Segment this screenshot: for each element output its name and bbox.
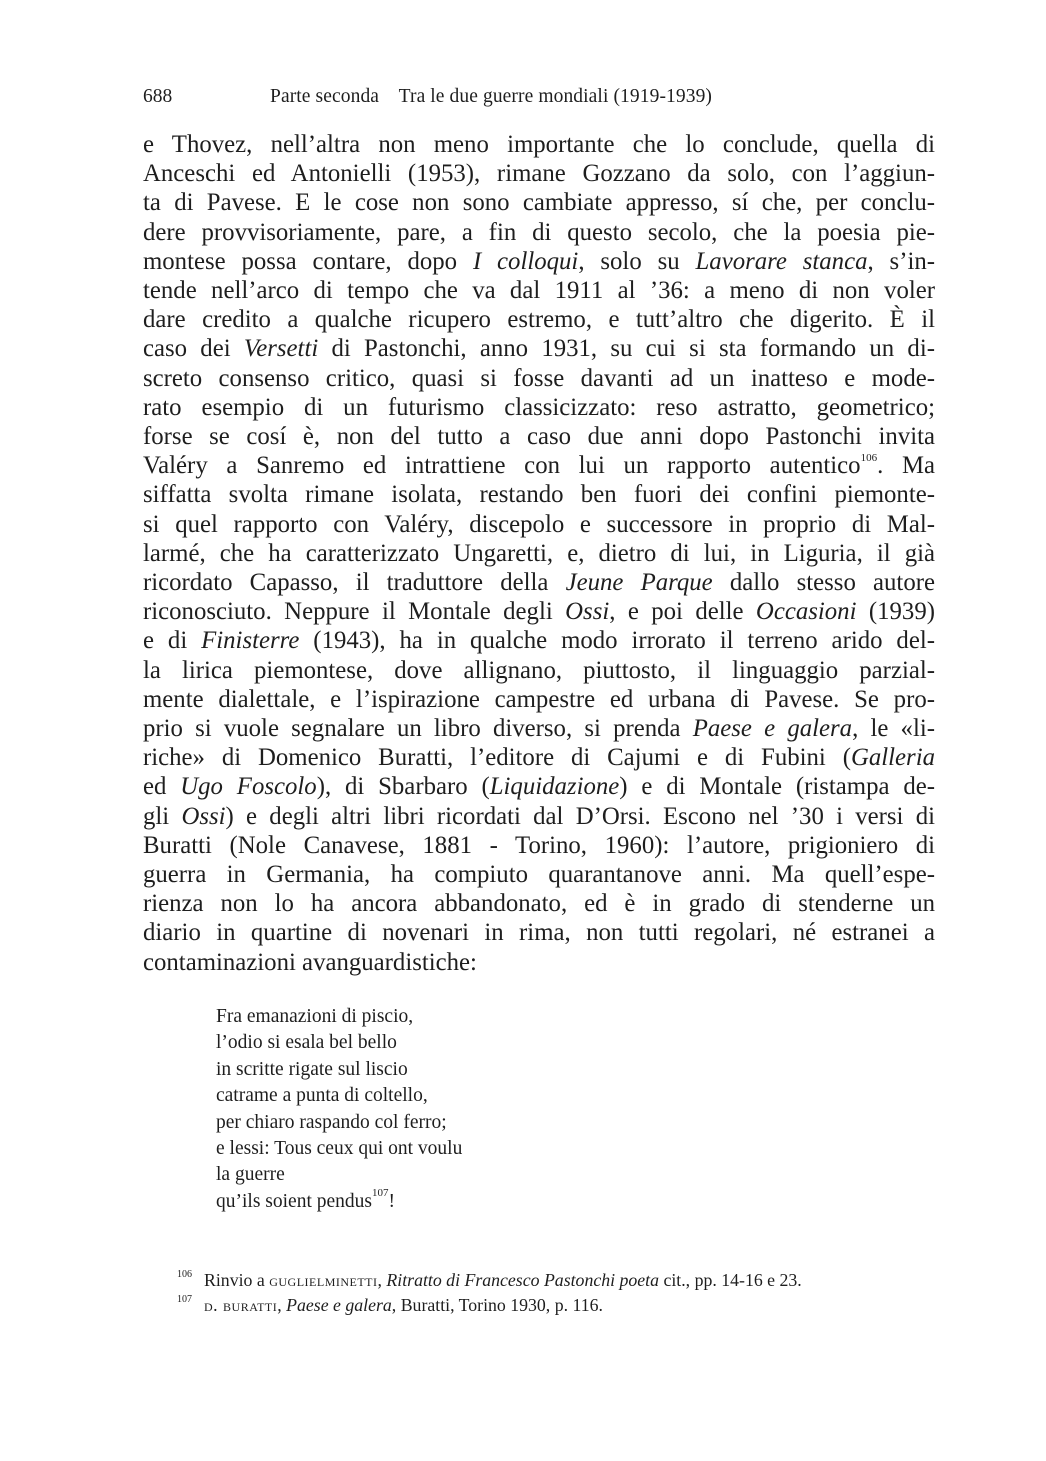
text-run: caso dei xyxy=(143,335,244,363)
text-run: dare credito a qualche ricupero estremo, e tutt’altro che digerito. È il xyxy=(143,306,935,334)
text-run: la lirica piemontese, dove allignano, piuttosto, il linguaggio parzial- xyxy=(143,656,935,684)
body-line xyxy=(143,510,935,539)
text-run: ) e di Montale (ristampa de- xyxy=(619,773,935,801)
text-run: screto consenso critico, quasi si fosse davanti ad un inatteso e mode- xyxy=(143,364,935,392)
running-title: Parte seconda Tra le due guerre mondiali (1919-1939) xyxy=(270,86,713,107)
text-run: dallo stesso autore xyxy=(712,569,935,597)
body-line xyxy=(143,831,935,860)
italic-title: Liquidazione xyxy=(489,773,620,801)
running-header xyxy=(143,84,935,110)
text-run: rato esempio di un futurismo classicizzato: reso astratto, geometrico; xyxy=(143,393,935,421)
body-line xyxy=(143,393,935,422)
text-run: gli xyxy=(143,802,182,830)
body-line xyxy=(143,247,935,276)
verse-line: in scritte rigate sul liscio xyxy=(216,1058,408,1080)
text-run: mente dialettale, e l’ispirazione campestre ed urbana di Pavese. Se pro- xyxy=(143,685,935,713)
italic-title: Ossi xyxy=(181,802,226,830)
body-line xyxy=(143,714,935,743)
footnote-author: guglielminetti xyxy=(269,1270,378,1290)
body-line xyxy=(143,889,935,918)
body-line xyxy=(143,685,935,714)
italic-title: Finisterre xyxy=(201,627,300,655)
verse-line: e lessi: Tous ceux qui ont voulu xyxy=(216,1138,463,1160)
body-line xyxy=(143,305,935,334)
body-line xyxy=(143,539,935,568)
text-run: diario in quartine di novenari in rima, non tutti regolari, né estranei a xyxy=(143,919,935,947)
italic-title: Ugo Foscolo xyxy=(180,773,317,801)
italic-title: Lavorare stanca xyxy=(695,247,868,275)
body-line xyxy=(143,918,935,947)
body-line xyxy=(143,422,935,451)
verse-line: la guerre xyxy=(216,1164,285,1186)
italic-title: Paese e galera xyxy=(692,715,853,743)
text-run: si quel rapporto con Valéry, discepolo e successore in proprio di Mal- xyxy=(143,510,935,538)
footnote-106 xyxy=(177,1268,802,1293)
verse-quotation xyxy=(216,1004,462,1215)
body-line xyxy=(143,802,935,831)
text-run: Anceschi ed Antonielli (1953), rimane Gozzano da solo, con l’aggiun- xyxy=(143,160,935,188)
footnote-title: Paese e galera xyxy=(286,1295,392,1315)
text-run: , solo su xyxy=(578,247,696,275)
text-run: contaminazioni avanguardistiche: xyxy=(143,948,477,976)
text-run: larmé, che ha caratterizzato Ungaretti, e, dietro di lui, in Liguria, il già xyxy=(143,539,935,567)
text-run: ricordato Capasso, il traduttore della xyxy=(143,569,566,597)
verse-text: qu’ils soient pendus xyxy=(216,1190,372,1212)
body-line xyxy=(143,480,935,509)
footnote-mark: 106 xyxy=(177,1269,192,1281)
body-text xyxy=(143,130,935,977)
italic-title: I colloqui xyxy=(472,247,579,275)
italic-title: Occasioni xyxy=(755,598,857,626)
text-run: rienza non lo ha ancora abbandonato, ed è in grado di stenderne un xyxy=(143,890,935,918)
text-run: forse se cosí è, non del tutto a caso due anni dopo Pastonchi invita xyxy=(143,423,935,451)
footnote-text: , Buratti, Torino 1930, p. 116. xyxy=(391,1295,603,1315)
text-run: (1939) xyxy=(856,598,935,626)
italic-title: Galleria xyxy=(850,744,935,772)
text-run: ), di Sbarbaro ( xyxy=(316,773,490,801)
body-line xyxy=(143,860,935,889)
verse-line xyxy=(216,1189,462,1215)
body-line xyxy=(143,188,935,217)
footnote-text: Rinvio a xyxy=(204,1270,270,1290)
footnote-reference[interactable]: 107 xyxy=(372,1187,389,1200)
verse-text: ! xyxy=(388,1190,395,1212)
body-line xyxy=(143,451,935,480)
footnote-mark: 107 xyxy=(177,1294,192,1306)
footnotes xyxy=(177,1268,802,1318)
text-run: montese possa contare, dopo xyxy=(143,247,473,275)
text-run: (1943), ha in qualche modo irrorato il terreno arido del- xyxy=(299,627,935,655)
text-run: e di xyxy=(143,627,202,655)
footnote-author: d. buratti xyxy=(204,1295,278,1315)
italic-title: Versetti xyxy=(243,335,319,363)
body-line xyxy=(143,159,935,188)
text-run: ) e degli altri libri ricordati dal D’Orsi. Escono nel ’30 i versi di xyxy=(225,802,935,830)
body-line xyxy=(143,597,935,626)
verse-line: Fra emanazioni di piscio, xyxy=(216,1006,414,1027)
body-line xyxy=(143,334,935,363)
text-run: , e poi delle xyxy=(609,598,756,626)
text-run: , s’in- xyxy=(867,247,935,275)
text-run: Buratti (Nole Canavese, 1881 - Torino, 1960): l’autore, prigioniero di xyxy=(143,831,935,859)
text-run: siffatta svolta rimane isolata, restando ben fuori dei confini piemonte- xyxy=(143,481,935,509)
body-line xyxy=(143,568,935,597)
verse-line: per chiaro raspando col ferro; xyxy=(216,1111,447,1133)
body-line xyxy=(143,743,935,772)
body-line xyxy=(143,656,935,685)
body-line xyxy=(143,948,935,977)
footnote-107 xyxy=(177,1293,802,1318)
body-line xyxy=(143,772,935,801)
page-number: 688 xyxy=(143,86,173,107)
footnote-title: Ritratto di Francesco Pastonchi poeta xyxy=(386,1270,660,1290)
body-line xyxy=(143,364,935,393)
text-run: di Pastonchi, anno 1931, su cui si sta formando un di- xyxy=(318,335,935,363)
text-run: e Thovez, nell’altra non meno importante che lo conclude, quella di xyxy=(143,131,935,158)
text-run: , le «li- xyxy=(852,715,935,743)
footnote-text: , xyxy=(277,1295,287,1315)
text-run: guerra in Germania, ha compiuto quarantanove anni. Ma quell’espe- xyxy=(143,861,935,889)
body-line xyxy=(143,218,935,247)
text-run: ta di Pavese. E le cose non sono cambiate appresso, sí che, per conclu- xyxy=(143,189,935,217)
body-line xyxy=(143,276,935,305)
text-run: riconosciuto. Neppure il Montale degli xyxy=(143,598,566,626)
footnote-reference[interactable]: 106 xyxy=(860,451,878,464)
text-run: tende nell’arco di tempo che va dal 1911 al ’36: a meno di non voler xyxy=(143,277,935,305)
italic-title: Ossi xyxy=(565,598,610,626)
footnote-text: , xyxy=(377,1270,387,1290)
text-run: prio si vuole segnalare un libro diverso, si prenda xyxy=(143,715,693,743)
text-run: Valéry a Sanremo ed intrattiene con lui un rapporto autentico xyxy=(143,452,861,480)
body-line xyxy=(143,626,935,655)
body-line xyxy=(143,130,935,159)
text-run: . Ma xyxy=(877,452,936,480)
text-run: ed xyxy=(143,773,181,801)
text-run: dere provvisoriamente, pare, a fin di questo secolo, che la poesia pie- xyxy=(143,218,935,246)
text-run: riche» di Domenico Buratti, l’editore di Cajumi e di Fubini ( xyxy=(143,744,851,772)
footnote-text: cit., pp. 14-16 e 23. xyxy=(659,1270,802,1290)
italic-title: Jeune Parque xyxy=(565,569,713,597)
verse-line: l’odio si esala bel bello xyxy=(216,1032,397,1054)
verse-line: catrame a punta di coltello, xyxy=(216,1085,428,1107)
